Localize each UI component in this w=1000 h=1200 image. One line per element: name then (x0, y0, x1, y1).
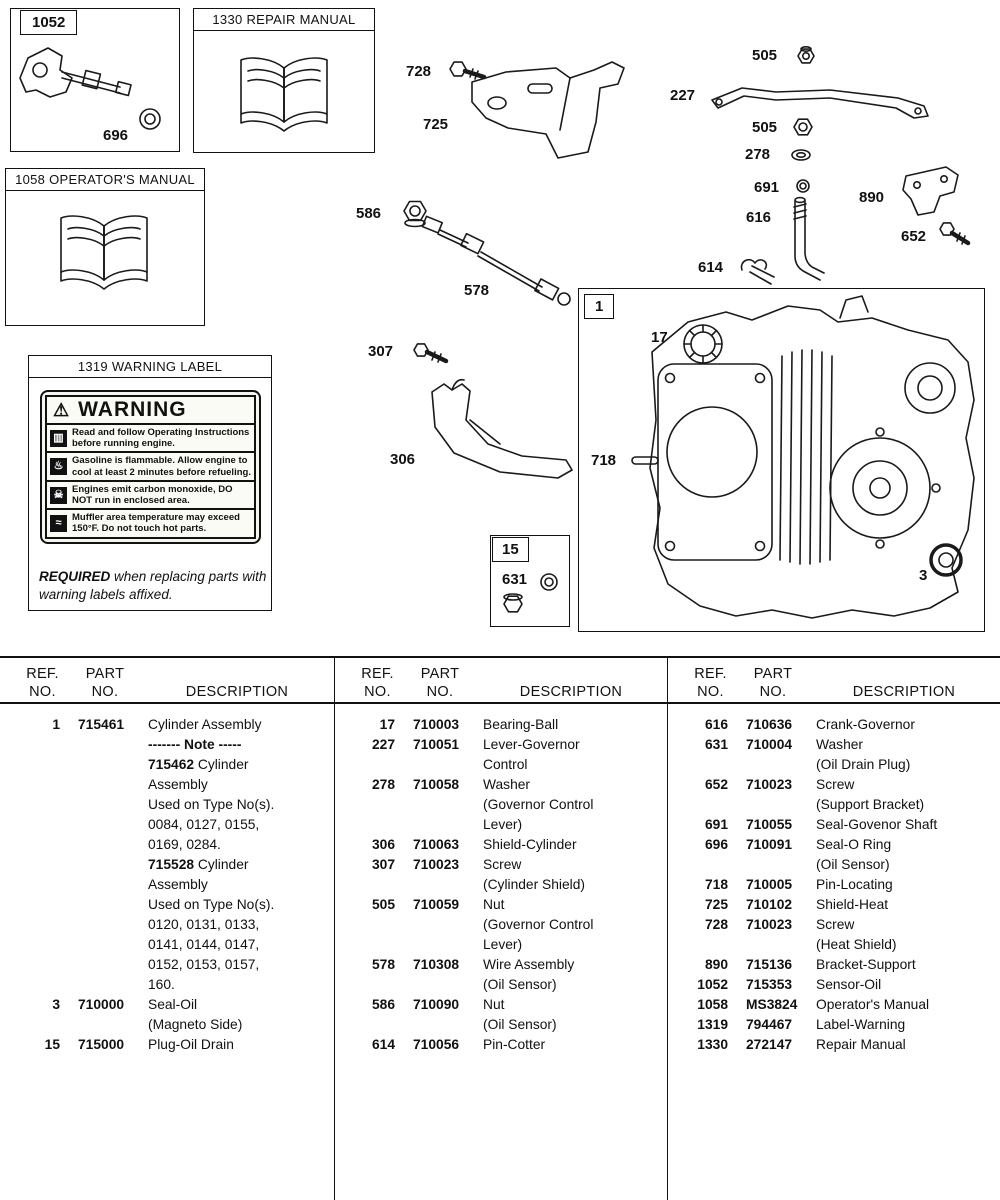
description: Label-Warning (816, 1017, 906, 1032)
table-row (0, 855, 334, 875)
table-column-3 (668, 658, 1000, 1200)
description: Crank-Governor (816, 717, 915, 732)
ref-no: 17 (379, 717, 395, 732)
table-row (335, 815, 667, 835)
ref-no: 578 (371, 957, 395, 972)
ref-no: 718 (704, 877, 728, 892)
skull-icon: ☠ (50, 487, 67, 504)
ref-no (15, 835, 70, 855)
description: Assembly (148, 877, 208, 892)
header-no: NO. (426, 684, 454, 700)
screw-cylinder-shield-art (414, 344, 446, 362)
part-no (405, 755, 475, 775)
screw-support-bracket-art (940, 223, 968, 244)
part-callout-728: 728 (406, 63, 432, 80)
ref-no: 227 (371, 737, 395, 752)
description: Plug-Oil Drain (148, 1037, 234, 1052)
header-ref: REF. (694, 666, 727, 682)
seal-governor-shaft-art (797, 180, 809, 192)
warning-text: Engines emit carbon monoxide, DO NOT run in enclosed area. (72, 483, 233, 507)
table-row (335, 875, 667, 895)
part-no: 715000 (78, 1037, 125, 1052)
part-no (70, 895, 140, 915)
table-row (668, 895, 1000, 915)
part-no (70, 735, 140, 755)
part-callout-616: 616 (746, 209, 772, 226)
part-no: 710056 (413, 1037, 460, 1052)
description: Operator's Manual (816, 997, 930, 1012)
table-row (335, 955, 667, 975)
part-callout-307: 307 (368, 343, 394, 360)
part-no: 710023 (746, 777, 793, 792)
ref-no (350, 1015, 405, 1035)
ref-no (683, 855, 738, 875)
part-no: MS3824 (746, 997, 798, 1012)
header-description: DESCRIPTION (185, 684, 289, 700)
shield-heat-art (472, 62, 624, 158)
description: ------- Note ----- (148, 737, 242, 752)
header-description: DESCRIPTION (852, 684, 956, 700)
header-no: NO. (91, 684, 119, 700)
table-row (0, 915, 334, 935)
header-ref: REF. (361, 666, 394, 682)
crank-governor-art (794, 198, 824, 280)
ref-no: 631 (704, 737, 728, 752)
table-row (668, 775, 1000, 795)
part-no: 710058 (413, 777, 460, 792)
ref-no: 306 (371, 837, 395, 852)
ref-no: 652 (704, 777, 728, 792)
part-no (405, 795, 475, 815)
ref-no (683, 935, 738, 955)
repair-manual-title: 1330 REPAIR MANUAL (194, 9, 374, 31)
part-callout-227: 227 (670, 87, 696, 104)
nut-governor-top-art (798, 47, 814, 63)
header-ref: REF. (26, 666, 59, 682)
description: Used on Type No(s). (148, 797, 275, 812)
header-no: NO. (759, 684, 787, 700)
warning-box-title: 1319 WARNING LABEL (29, 356, 271, 378)
ref-no (15, 975, 70, 995)
description: Assembly (148, 777, 208, 792)
shield-cylinder-art (432, 380, 572, 478)
table-row (668, 715, 1000, 735)
part-no: 710102 (746, 897, 793, 912)
ref-no (15, 815, 70, 835)
table-row (668, 1015, 1000, 1035)
header-part: PART (85, 666, 125, 682)
operators-manual-title: 1058 OPERATOR'S MANUAL (6, 169, 204, 191)
description: Screw (816, 777, 855, 792)
part-no (70, 795, 140, 815)
warning-heading-text: WARNING (78, 398, 187, 421)
table-row (0, 755, 334, 775)
description: 715462 Cylinder (148, 757, 249, 772)
table-row (0, 935, 334, 955)
warning-heading (45, 395, 256, 425)
table-column-1 (0, 658, 335, 1200)
ref-no: 616 (704, 717, 728, 732)
description: Shield-Heat (816, 897, 889, 912)
part-no (70, 775, 140, 795)
part-callout-586: 586 (356, 205, 382, 222)
table-row (668, 855, 1000, 875)
part-no: 710090 (413, 997, 460, 1012)
table-row (335, 835, 667, 855)
description: (Oil Sensor) (816, 857, 890, 872)
description: Seal-O Ring (816, 837, 892, 852)
ref-no: 728 (704, 917, 728, 932)
description: (Cylinder Shield) (483, 877, 585, 892)
ref-no (15, 855, 70, 875)
part-no (405, 915, 475, 935)
wire-assembly-art (422, 216, 570, 305)
table-header (0, 658, 334, 704)
table-column-body (668, 704, 1000, 1055)
table-row (335, 775, 667, 795)
description: Screw (816, 917, 855, 932)
description: (Support Bracket) (816, 797, 925, 812)
table-row (0, 795, 334, 815)
part-no (405, 935, 475, 955)
table-row (335, 715, 667, 735)
table-row (0, 975, 334, 995)
ref-no: 1330 (697, 1037, 728, 1052)
table-column-2 (335, 658, 668, 1200)
table-row (0, 955, 334, 975)
header-part: PART (753, 666, 793, 682)
description: Bracket-Support (816, 957, 916, 972)
bracket-support-art (903, 167, 958, 215)
warning-label (40, 390, 261, 544)
part-no (70, 955, 140, 975)
warning-text: Read and follow Operating Instructions before running engine. (72, 427, 250, 450)
table-row (0, 875, 334, 895)
table-row (335, 855, 667, 875)
part-no: 710004 (746, 737, 793, 752)
pin-cotter-art (741, 260, 774, 284)
part-callout-278: 278 (745, 146, 771, 163)
ref-no (350, 975, 405, 995)
part-no (738, 855, 808, 875)
part-no (70, 915, 140, 935)
description: 0084, 0127, 0155, (148, 817, 260, 832)
table-column-body (335, 704, 667, 1055)
part-no (70, 875, 140, 895)
ref-no: 307 (371, 857, 395, 872)
table-row (668, 835, 1000, 855)
part-no (70, 975, 140, 995)
description: 0120, 0131, 0133, (148, 917, 260, 932)
part-no: 710000 (78, 997, 125, 1012)
part-no (70, 855, 140, 875)
description: Nut (483, 897, 505, 912)
description: (Heat Shield) (816, 937, 897, 952)
table-row (335, 935, 667, 955)
table-row (335, 995, 667, 1015)
table-row (0, 815, 334, 835)
washer-governor-art (792, 150, 810, 160)
ref-no (15, 915, 70, 935)
table-row (668, 815, 1000, 835)
table-row (668, 1035, 1000, 1055)
ref-no: 3 (52, 997, 60, 1012)
description: (Magneto Side) (148, 1017, 243, 1032)
part-no (405, 1015, 475, 1035)
ref-no (683, 755, 738, 775)
required-note (39, 568, 267, 603)
table-row (335, 755, 667, 775)
description: Repair Manual (816, 1037, 906, 1052)
description: Seal-Oil (148, 997, 198, 1012)
warning-label-box (28, 355, 272, 611)
part-no (738, 935, 808, 955)
description: Bearing-Ball (483, 717, 559, 732)
part-callout-718: 718 (591, 452, 617, 469)
table-row (335, 915, 667, 935)
table-row (668, 875, 1000, 895)
part-no: 715461 (78, 717, 125, 732)
description: 160. (148, 977, 175, 992)
table-column-body (0, 704, 334, 1055)
ref-no: 725 (704, 897, 728, 912)
description: Pin-Cotter (483, 1037, 546, 1052)
ref-no: 691 (704, 817, 728, 832)
part-no (738, 795, 808, 815)
part-callout-696: 696 (103, 127, 129, 144)
ref-no: 696 (704, 837, 728, 852)
ref-no (15, 795, 70, 815)
part-no: 710636 (746, 717, 793, 732)
description: Control (483, 757, 528, 772)
table-row (668, 735, 1000, 755)
ref-no (350, 935, 405, 955)
table-row (668, 755, 1000, 775)
table-row (0, 1015, 334, 1035)
description: Sensor-Oil (816, 977, 882, 992)
part-no: 715136 (746, 957, 793, 972)
book-icon: ▥ (50, 430, 67, 447)
part-callout-505: 505 (752, 47, 778, 64)
header-no: NO. (364, 684, 391, 700)
part-callout-578: 578 (464, 282, 490, 299)
part-no: 710003 (413, 717, 460, 732)
warning-triangle-icon: ⚠ (53, 400, 71, 420)
description: (Governor Control (483, 917, 594, 932)
table-header (668, 658, 1000, 704)
table-row (0, 995, 334, 1015)
description: (Oil Sensor) (483, 1017, 557, 1032)
description: Cylinder Assembly (148, 717, 262, 732)
part-no: 710005 (746, 877, 793, 892)
part-no (738, 755, 808, 775)
ref-no (350, 795, 405, 815)
description: Washer (483, 777, 531, 792)
part-no (70, 755, 140, 775)
part-no (405, 875, 475, 895)
header-description: DESCRIPTION (519, 684, 623, 700)
ref-no: 1058 (697, 997, 728, 1012)
ref-no (15, 755, 70, 775)
repair-manual-box (193, 8, 375, 153)
ref-no (350, 915, 405, 935)
table-row (0, 735, 334, 755)
table-row (335, 735, 667, 755)
part-no: 710091 (746, 837, 793, 852)
description: Seal-Govenor Shaft (816, 817, 938, 832)
ref-no (15, 875, 70, 895)
ref-no: 1 (52, 717, 60, 732)
part-no (405, 975, 475, 995)
warning-row (45, 451, 256, 481)
ref-no (15, 895, 70, 915)
part-no: 710055 (746, 817, 793, 832)
description: Lever-Governor (483, 737, 580, 752)
warning-rows (45, 423, 256, 539)
part-no (405, 815, 475, 835)
nut-governor-art (794, 119, 812, 135)
part-no: 710308 (413, 957, 460, 972)
required-note-bold: REQUIRED (39, 569, 111, 584)
ref-no: 505 (371, 897, 395, 912)
warning-row (45, 480, 256, 510)
part-no (70, 835, 140, 855)
ref-no (683, 795, 738, 815)
part-no: 272147 (746, 1037, 793, 1052)
description: Lever) (483, 817, 523, 832)
description: Wire Assembly (483, 957, 575, 972)
ref-no: 1052 (697, 977, 728, 992)
ref-no: 614 (371, 1037, 395, 1052)
nut-oil-sensor-art (404, 202, 426, 227)
warning-row (45, 423, 256, 453)
required-note-rest: when replacing parts with warning labels affixed. (39, 569, 267, 602)
sensor-box-tag: 1052 (20, 10, 77, 35)
part-no (70, 1015, 140, 1035)
part-no: 715353 (746, 977, 793, 992)
part-no (70, 815, 140, 835)
table-row (335, 895, 667, 915)
description: (Oil Sensor) (483, 977, 557, 992)
screw-heat-shield-art (450, 62, 484, 79)
warning-row (45, 508, 256, 538)
part-no: 710023 (413, 857, 460, 872)
table-row (335, 795, 667, 815)
header-part: PART (420, 666, 460, 682)
part-callout-3: 3 (919, 567, 928, 584)
ref-no (15, 1015, 70, 1035)
table-header (335, 658, 667, 704)
table-row (668, 915, 1000, 935)
lever-governor-art (712, 88, 928, 118)
table-row (0, 895, 334, 915)
header-no: NO. (697, 684, 724, 700)
table-row (335, 975, 667, 995)
ref-no (15, 935, 70, 955)
table-row (0, 775, 334, 795)
table-row (668, 795, 1000, 815)
description: Lever) (483, 937, 523, 952)
part-callout-691: 691 (754, 179, 780, 196)
table-row (668, 955, 1000, 975)
part-callout-631: 631 (502, 571, 528, 588)
table-row (335, 1035, 667, 1055)
engine-box-tag: 1 (584, 294, 614, 319)
description: (Oil Drain Plug) (816, 757, 911, 772)
ref-no (15, 775, 70, 795)
part-callout-505: 505 (752, 119, 778, 136)
ref-no (15, 955, 70, 975)
part-no: 710059 (413, 897, 460, 912)
warning-text: Muffler area temperature may exceed 150°F. Do not touch hot parts. (72, 512, 240, 535)
part-callout-890: 890 (859, 189, 885, 206)
ref-no: 586 (371, 997, 395, 1012)
description: 0152, 0153, 0157, (148, 957, 260, 972)
part-callout-652: 652 (901, 228, 927, 245)
description: 0169, 0284. (148, 837, 221, 852)
ref-no (15, 735, 70, 755)
description: Pin-Locating (816, 877, 893, 892)
description: 715528 Cylinder (148, 857, 249, 872)
muffler-icon: ≈ (50, 515, 67, 532)
ref-no: 278 (371, 777, 395, 792)
operators-manual-box (5, 168, 205, 326)
description: Nut (483, 997, 505, 1012)
ref-no (350, 815, 405, 835)
table-row (668, 975, 1000, 995)
part-callout-725: 725 (423, 116, 449, 133)
part-callout-306: 306 (390, 451, 416, 468)
table-row (0, 715, 334, 735)
ref-no (350, 875, 405, 895)
part-no: 710023 (746, 917, 793, 932)
description: 0141, 0144, 0147, (148, 937, 260, 952)
part-callout-17: 17 (651, 329, 668, 346)
table-row (0, 835, 334, 855)
part-no (70, 935, 140, 955)
description: Washer (816, 737, 864, 752)
drain-box-tag: 15 (492, 537, 529, 562)
table-row (668, 935, 1000, 955)
ref-no: 890 (704, 957, 728, 972)
description: Shield-Cylinder (483, 837, 577, 852)
part-callout-614: 614 (698, 259, 724, 276)
part-no: 710051 (413, 737, 460, 752)
table-row (0, 1035, 334, 1055)
description: Screw (483, 857, 522, 872)
ref-no: 15 (44, 1037, 60, 1052)
header-no: NO. (29, 684, 56, 700)
description: Used on Type No(s). (148, 897, 275, 912)
ref-no: 1319 (697, 1017, 728, 1032)
description: (Governor Control (483, 797, 594, 812)
parts-table (0, 656, 1000, 1200)
table-row (335, 1015, 667, 1035)
warning-text: Gasoline is flammable. Allow engine to cool at least 2 minutes before refueling. (72, 455, 251, 478)
flame-icon: ♨ (50, 458, 67, 475)
ref-no (350, 755, 405, 775)
part-no: 794467 (746, 1017, 793, 1032)
part-no: 710063 (413, 837, 460, 852)
table-row (668, 995, 1000, 1015)
